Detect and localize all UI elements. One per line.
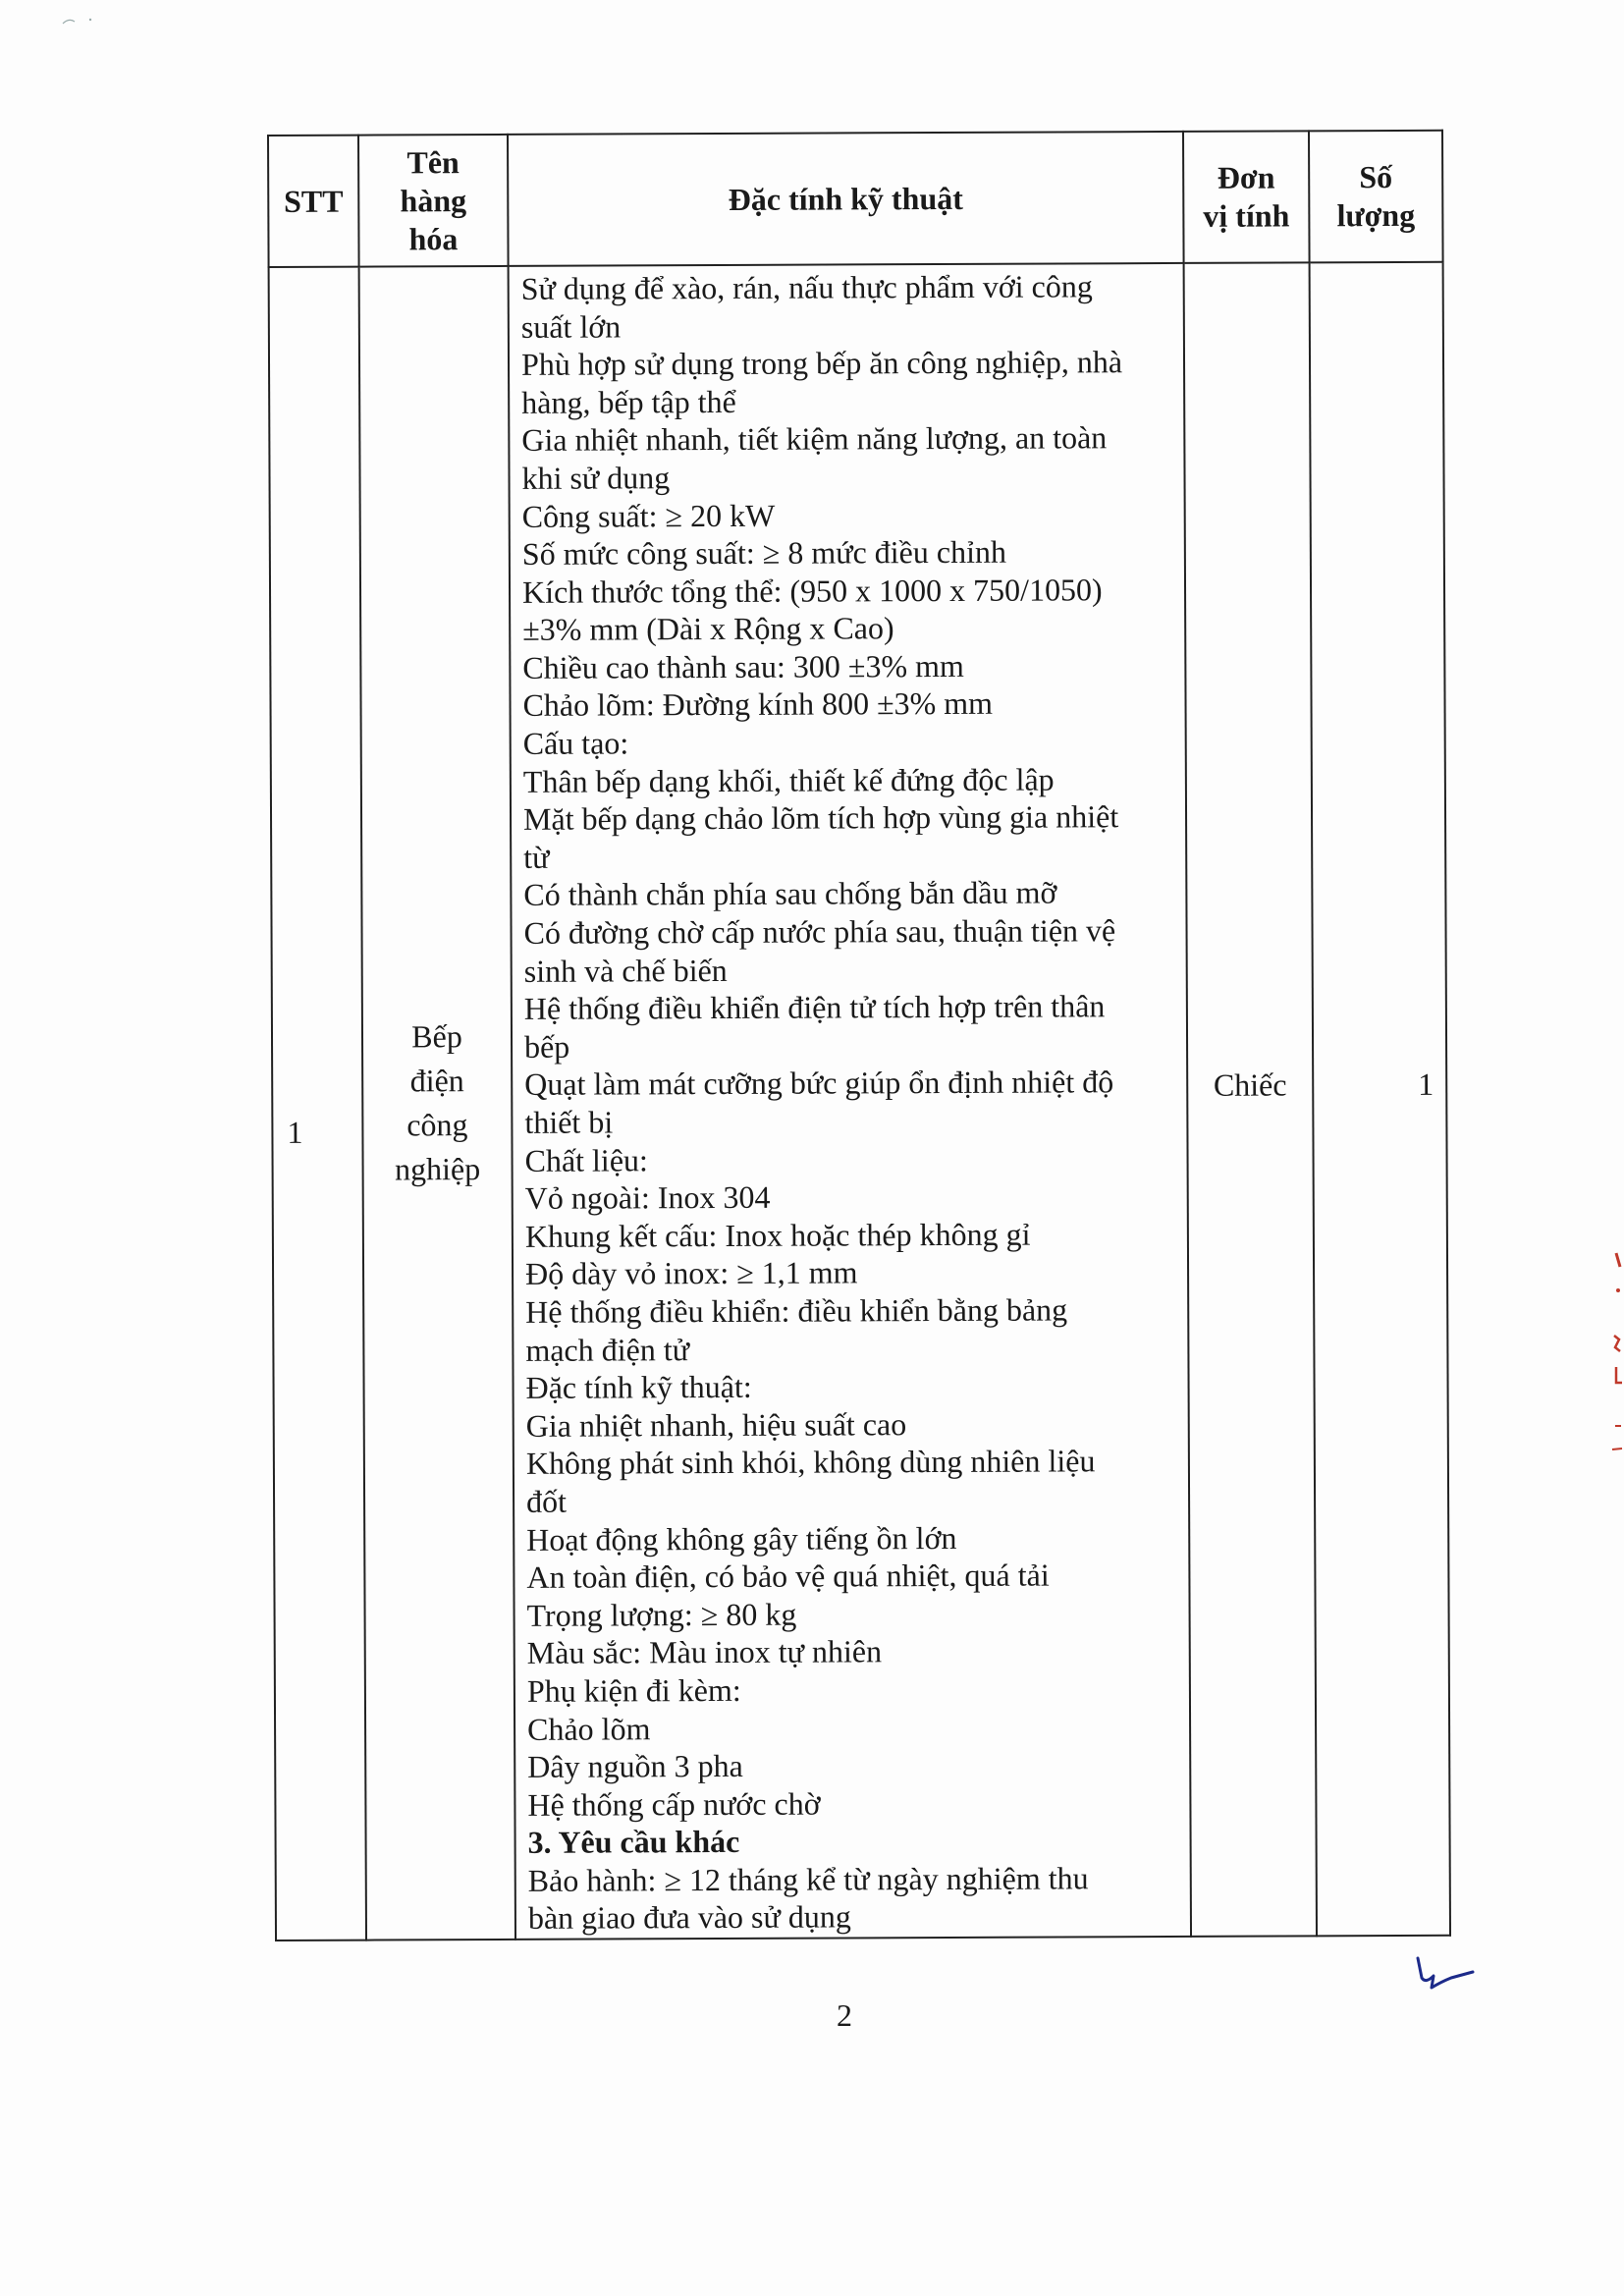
spec-line: Chiều cao thành sau: 300 ±3% mm	[522, 647, 964, 685]
spec-line: Kích thước tổng thể: (950 x 1000 x 750/1050)	[521, 571, 1103, 610]
spec-line: Mặt bếp dạng chảo lõm tích hợp vùng gia nhiệt	[522, 798, 1119, 838]
header-unit	[1183, 131, 1310, 263]
spec-line: Bảo hành: ≥ 12 tháng kể từ ngày nghiệm thu	[527, 1860, 1089, 1898]
spec-line: khi sử dụng	[521, 460, 671, 496]
spec-line: An toàn điện, có bảo vệ quá nhiệt, quá tải	[526, 1557, 1050, 1595]
spec-line: Màu sắc: Màu inox tự nhiên	[526, 1633, 883, 1671]
header-quantity-line: Số	[1359, 158, 1393, 195]
row-unit: Chiếc	[1184, 262, 1317, 1937]
spec-line: Số mức công suất: ≥ 8 mức điều chỉnh	[521, 533, 1007, 572]
spec-line: từ	[523, 839, 550, 875]
header-unit-line: vị tính	[1203, 197, 1290, 234]
spec-line: Hệ thống điều khiển: điều khiển bằng bảng	[525, 1291, 1068, 1330]
spec-line: Chất liệu:	[524, 1141, 648, 1178]
header-stt: STT	[268, 136, 359, 267]
spec-line: Khung kết cấu: Inox hoặc thép không gỉ	[524, 1216, 1031, 1254]
spec-line: Sử dụng để xào, rán, nấu thực phẩm với công	[520, 268, 1093, 306]
row-item-name	[359, 266, 515, 1941]
spec-line: Gia nhiệt nhanh, tiết kiệm năng lượng, an toàn	[521, 419, 1108, 459]
scan-speck	[61, 14, 100, 33]
spec-line: suất lớn	[520, 307, 622, 345]
spec-line: đốt	[525, 1483, 568, 1519]
spec-line: Công suất: ≥ 20 kW	[521, 497, 776, 534]
specification-table	[267, 130, 1451, 1941]
spec-line: Hoạt động không gây tiếng ồn lớn	[526, 1519, 957, 1558]
row-specifications	[509, 263, 1191, 1940]
spec-line: bếp	[523, 1028, 570, 1065]
page-number: 2	[837, 1997, 852, 2033]
header-item-name-line: hàng	[400, 182, 467, 218]
spec-line: Có thành chắn phía sau chống bắn dầu mỡ	[523, 874, 1057, 913]
spec-line: Chảo lõm: Đường kính 800 ±3% mm	[522, 685, 994, 724]
spec-line: Thân bếp dạng khối, thiết kế đứng độc lập	[522, 761, 1055, 799]
spec-line: Phụ kiện đi kèm:	[526, 1671, 741, 1709]
table-row	[269, 262, 1450, 1941]
spec-line: Dây nguồn 3 pha	[527, 1747, 743, 1784]
handwritten-initials	[1412, 1954, 1481, 1994]
item-name-line: công	[406, 1107, 468, 1143]
header-quantity-line: lượng	[1336, 196, 1416, 234]
spec-line: mạch điện tử	[525, 1331, 690, 1368]
spec-line: Quạt làm mát cưỡng bức giúp ổn định nhiệt độ	[524, 1064, 1114, 1103]
spec-line: Độ dày vỏ inox: ≥ 1,1 mm	[524, 1254, 858, 1292]
row-stt: 1	[269, 267, 366, 1941]
spec-line: Vỏ ngoài: Inox 304	[524, 1178, 771, 1217]
spec-line: Phù hợp sử dụng trong bếp ăn công nghiệp, nhà	[520, 344, 1123, 382]
stamp-edge-marks	[1606, 1247, 1624, 1542]
other-requirements-heading: 3. Yêu cầu khác	[527, 1824, 740, 1861]
header-item-name	[358, 135, 509, 267]
header-unit-line: Đơn	[1217, 159, 1275, 195]
header-specifications: Đặc tính kỹ thuật	[508, 132, 1184, 266]
spec-line: Chảo lõm	[527, 1710, 651, 1747]
spec-line: sinh và chế biến	[523, 952, 728, 989]
spec-line: Gia nhiệt nhanh, hiệu suất cao	[525, 1405, 907, 1444]
header-quantity	[1309, 131, 1443, 263]
item-name-line: nghiệp	[394, 1151, 481, 1187]
header-item-name-line: Tên	[406, 143, 460, 180]
row-quantity: 1	[1310, 262, 1450, 1937]
spec-line: Hệ thống điều khiển điện tử tích hợp trên thân	[523, 988, 1106, 1027]
spec-line: Có đường chờ cấp nước phía sau, thuận tiện vệ	[523, 912, 1116, 951]
spec-line: thiết bị	[524, 1104, 614, 1140]
spec-line: hàng, bếp tập thể	[521, 383, 736, 420]
spec-line: Cấu tạo:	[522, 725, 629, 761]
table-header-row	[268, 131, 1443, 267]
spec-line: Đặc tính kỹ thuật:	[525, 1369, 752, 1406]
spec-line: ±3% mm (Dài x Rộng x Cao)	[522, 610, 894, 648]
item-name-line: Bếp	[411, 1018, 462, 1055]
item-name-line: điện	[409, 1063, 464, 1099]
spec-line: Trọng lượng: ≥ 80 kg	[526, 1596, 797, 1633]
spec-line: bàn giao đưa vào sử dụng	[527, 1898, 851, 1937]
spec-line: Không phát sinh khói, không dùng nhiên liệu	[525, 1443, 1096, 1482]
header-item-name-line: hóa	[408, 220, 459, 256]
spec-line: Hệ thống cấp nước chờ	[527, 1785, 821, 1823]
